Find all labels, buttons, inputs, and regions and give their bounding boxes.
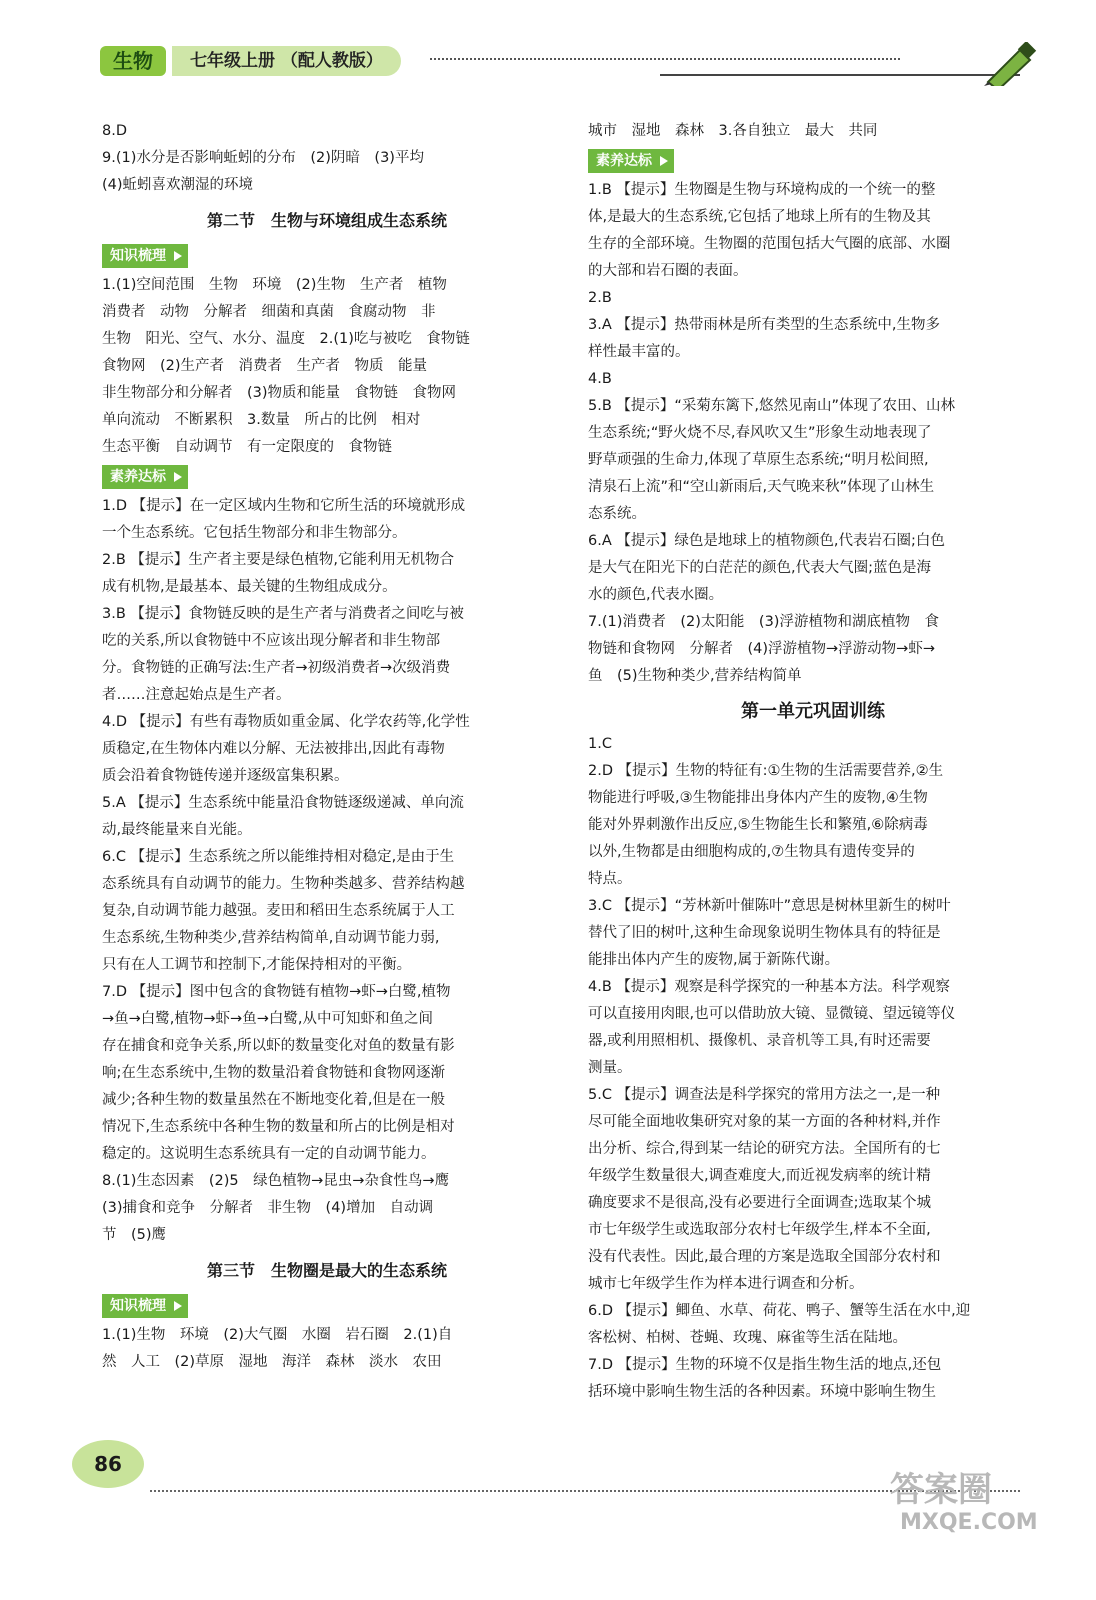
answer-line: 特点。 [588,871,632,887]
answer-line: 1.(1)生物 环境 (2)大气圈 水圈 岩石圈 2.(1)自 [102,1327,453,1343]
answer-line: 只有在人工调节和控制下,才能保持相对的平衡。 [102,957,412,973]
answer-line: 是大气在阳光下的白茫茫的颜色,代表大气圈;蓝色是海 [588,560,931,576]
grade-label: 七年级上册 （配人教版） [172,46,401,76]
answer-line: 响;在生态系统中,生物的数量沿着食物链和食物网逐渐 [102,1065,445,1081]
answer-line: 动,最终能量来自光能。 [102,822,252,838]
answer-line: 年级学生数量很大,调查难度大,而近视发病率的统计精 [588,1168,931,1184]
answer-line: 8.(1)生态因素 (2)5 绿色植物→昆虫→杂食性鸟→鹰 [102,1173,450,1189]
answer-line: 吃的关系,所以食物链中不应该出现分解者和非生物部 [102,633,441,649]
answer-line: 城市 湿地 森林 3.各自独立 最大 共同 [588,123,878,139]
watermark-url: MXQE.COM [900,1510,1038,1535]
page-number: 86 [72,1440,144,1488]
answer-line: 样性最丰富的。 [588,344,690,360]
answer-line: 替代了旧的树叶,这种生命现象说明生物体具有的特征是 [588,925,941,941]
answer-line: 尽可能全面地收集研究对象的某一方面的各种材料,并作 [588,1114,941,1130]
section-title: 第二节 生物与环境组成生态系统 [206,211,447,230]
answer-line: 6.D 【提示】鲫鱼、水草、荷花、鸭子、蟹等生活在水中,迎 [588,1303,971,1319]
answer-line: 态系统。 [588,506,646,522]
answer-line: 7.D 【提示】生物的环境不仅是指生物生活的地点,还包 [588,1357,942,1373]
answer-line: 存在捕食和竞争关系,所以虾的数量变化对鱼的数量有影 [102,1038,455,1054]
header-rule [660,74,1020,76]
answer-line: 的大部和岩石圈的表面。 [588,263,748,279]
header-dotted-line [430,58,900,60]
answer-line: 生态系统;“野火烧不尽,春风吹又生”形象生动地表现了 [588,425,932,441]
answer-line: 确度要求不是很高,没有必要进行全面调查;选取某个城 [588,1195,931,1211]
right-column [588,118,1038,1406]
answer-line: 复杂,自动调节能力越强。麦田和稻田生态系统属于人工 [102,903,455,919]
subject-badge: 生物 [100,46,166,76]
answer-line: 一个生态系统。它包括生物部分和非生物部分。 [102,525,407,541]
answer-line: 能对外界刺激作出反应,⑤生物能生长和繁殖,⑥除病毒 [588,817,928,833]
answer-line: 物能进行呼吸,③生物能排出身体内产生的废物,④生物 [588,790,928,806]
answer-line: 生物 阳光、空气、水分、温度 2.(1)吃与被吃 食物链 [102,331,470,347]
answer-line: 器,或利用照相机、摄像机、录音机等工具,有时还需要 [588,1033,931,1049]
quality-tag: 素养达标 [588,149,674,173]
answer-line: 生态系统,生物种类少,营养结构简单,自动调节能力弱, [102,930,440,946]
answer-line: 减少;各种生物的数量虽然在不断地变化着,但是在一般 [102,1092,445,1108]
answer-line: 出分析、综合,得到某一结论的研究方法。全国所有的七 [588,1141,941,1157]
answer-line: 单向流动 不断累积 3.数量 所占的比例 相对 [102,412,421,428]
answer-line: 2.B [588,290,612,306]
answer-line: 生态平衡 自动调节 有一定限度的 食物链 [102,439,392,455]
knowledge-tag: 知识梳理 [102,1294,188,1318]
answer-line: 节 (5)鹰 [102,1227,167,1243]
answer-line: 7.(1)消费者 (2)太阳能 (3)浮游植物和湖底植物 食 [588,614,939,630]
answer-line: 3.B 【提示】食物链反映的是生产者与消费者之间吃与被 [102,606,464,622]
watermark: 答案圈 [890,1470,992,1510]
answer-line: 城市七年级学生作为样本进行调查和分析。 [588,1276,864,1292]
answer-line: 稳定的。这说明生态系统具有一定的自动调节能力。 [102,1146,436,1162]
answer-line: 5.B 【提示】“采菊东篱下,悠然见南山”体现了农田、山林 [588,398,956,414]
answer-line: 6.A 【提示】绿色是地球上的植物颜色,代表岩石圈;白色 [588,533,945,549]
answer-line: 者……注意起始点是生产者。 [102,687,291,703]
answer-line: 4.D 【提示】有些有毒物质如重金属、化学农药等,化学性 [102,714,470,730]
answer-line: (3)捕食和竞争 分解者 非生物 (4)增加 自动调 [102,1200,434,1216]
answer-line: 情况下,生态系统中各种生物的数量和所占的比例是相对 [102,1119,455,1135]
answer-line: 测量。 [588,1060,632,1076]
answer-line: 野草顽强的生命力,体现了草原生态系统;“明月松间照, [588,452,929,468]
answer-line: 1.D 【提示】在一定区域内生物和它所生活的环境就形成 [102,498,466,514]
answer-line: 以外,生物都是由细胞构成的,⑦生物具有遗传变异的 [588,844,915,860]
unit-title: 第一单元巩固训练 [741,701,885,722]
answer-line: 体,是最大的生态系统,它包括了地球上所有的生物及其 [588,209,931,225]
page-footer [60,1432,1040,1535]
answer-line: 2.B 【提示】生产者主要是绿色植物,它能利用无机物合 [102,552,454,568]
answer-line: →鱼→白鹭,植物→虾→鱼→白鹭,从中可知虾和鱼之间 [102,1011,433,1027]
answer-line: 2.D 【提示】生物的特征有:①生物的生活需要营养,②生 [588,763,944,779]
answer-line: 3.A 【提示】热带雨林是所有类型的生态系统中,生物多 [588,317,940,333]
answer-line: 1.(1)空间范围 生物 环境 (2)生物 生产者 植物 [102,277,447,293]
answer-line: 7.D 【提示】图中包含的食物链有植物→虾→白鹭,植物 [102,984,451,1000]
answer-line: 市七年级学生或选取部分农村七年级学生,样本不全面, [588,1222,931,1238]
pen-icon [980,42,1040,86]
answer-line: (4)蚯蚓喜欢潮湿的环境 [102,177,254,193]
answer-line: 没有代表性。因此,最合理的方案是选取全国部分农村和 [588,1249,941,1265]
left-column [102,118,552,1376]
knowledge-tag: 知识梳理 [102,244,188,268]
answer-line: 成有机物,是最基本、最关键的生物组成成分。 [102,579,397,595]
answer-line: 态系统具有自动调节的能力。生物种类越多、营养结构越 [102,876,465,892]
answer-line: 1.B 【提示】生物圈是生物与环境构成的一个统一的整 [588,182,936,198]
answer-line: 6.C 【提示】生态系统之所以能维持相对稳定,是由于生 [102,849,455,865]
answer-line: 3.C 【提示】“芳林新叶催陈叶”意思是树林里新生的树叶 [588,898,951,914]
answer-line: 5.A 【提示】生态系统中能量沿食物链逐级递减、单向流 [102,795,464,811]
quality-tag: 素养达标 [102,465,188,489]
answer-line: 水的颜色,代表水圈。 [588,587,724,603]
page-header [100,42,1030,90]
answer-line: 质稳定,在生物体内难以分解、无法被排出,因此有毒物 [102,741,445,757]
answer-line: 可以直接用肉眼,也可以借助放大镜、显微镜、望远镜等仪 [588,1006,956,1022]
answer-line: 质会沿着食物链传递并逐级富集积累。 [102,768,349,784]
answer-line: 9.(1)水分是否影响蚯蚓的分布 (2)阴暗 (3)平均 [102,150,424,166]
answer-line: 然 人工 (2)草原 湿地 海洋 森林 淡水 农田 [102,1354,442,1370]
answer-line: 分。食物链的正确写法:生产者→初级消费者→次级消费 [102,660,451,676]
answer-line: 清泉石上流”和“空山新雨后,天气晚来秋”体现了山林生 [588,479,935,495]
answer-line: 生存的全部环境。生物圈的范围包括大气圈的底部、水圈 [588,236,951,252]
answer-line: 能排出体内产生的废物,属于新陈代谢。 [588,952,840,968]
answer-line: 括环境中影响生物生活的各种因素。环境中影响生物生 [588,1384,936,1400]
answer-line: 物链和食物网 分解者 (4)浮游植物→浮游动物→虾→ [588,641,935,657]
answer-line: 非生物部分和分解者 (3)物质和能量 食物链 食物网 [102,385,457,401]
answer-line: 消费者 动物 分解者 细菌和真菌 食腐动物 非 [102,304,436,320]
answer-line: 4.B 【提示】观察是科学探究的一种基本方法。科学观察 [588,979,950,995]
answer-line: 鱼 (5)生物种类少,营养结构简单 [588,668,802,684]
answer-line: 客松树、柏树、苍蝇、玫瑰、麻雀等生活在陆地。 [588,1330,907,1346]
answer-line: 1.C [588,736,612,752]
answer-line: 5.C 【提示】调查法是科学探究的常用方法之一,是一种 [588,1087,941,1103]
answer-line: 食物网 (2)生产者 消费者 生产者 物质 能量 [102,358,428,374]
answer-line: 4.B [588,371,612,387]
section-title: 第三节 生物圈是最大的生态系统 [206,1261,447,1280]
answer-line: 8.D [102,123,127,139]
